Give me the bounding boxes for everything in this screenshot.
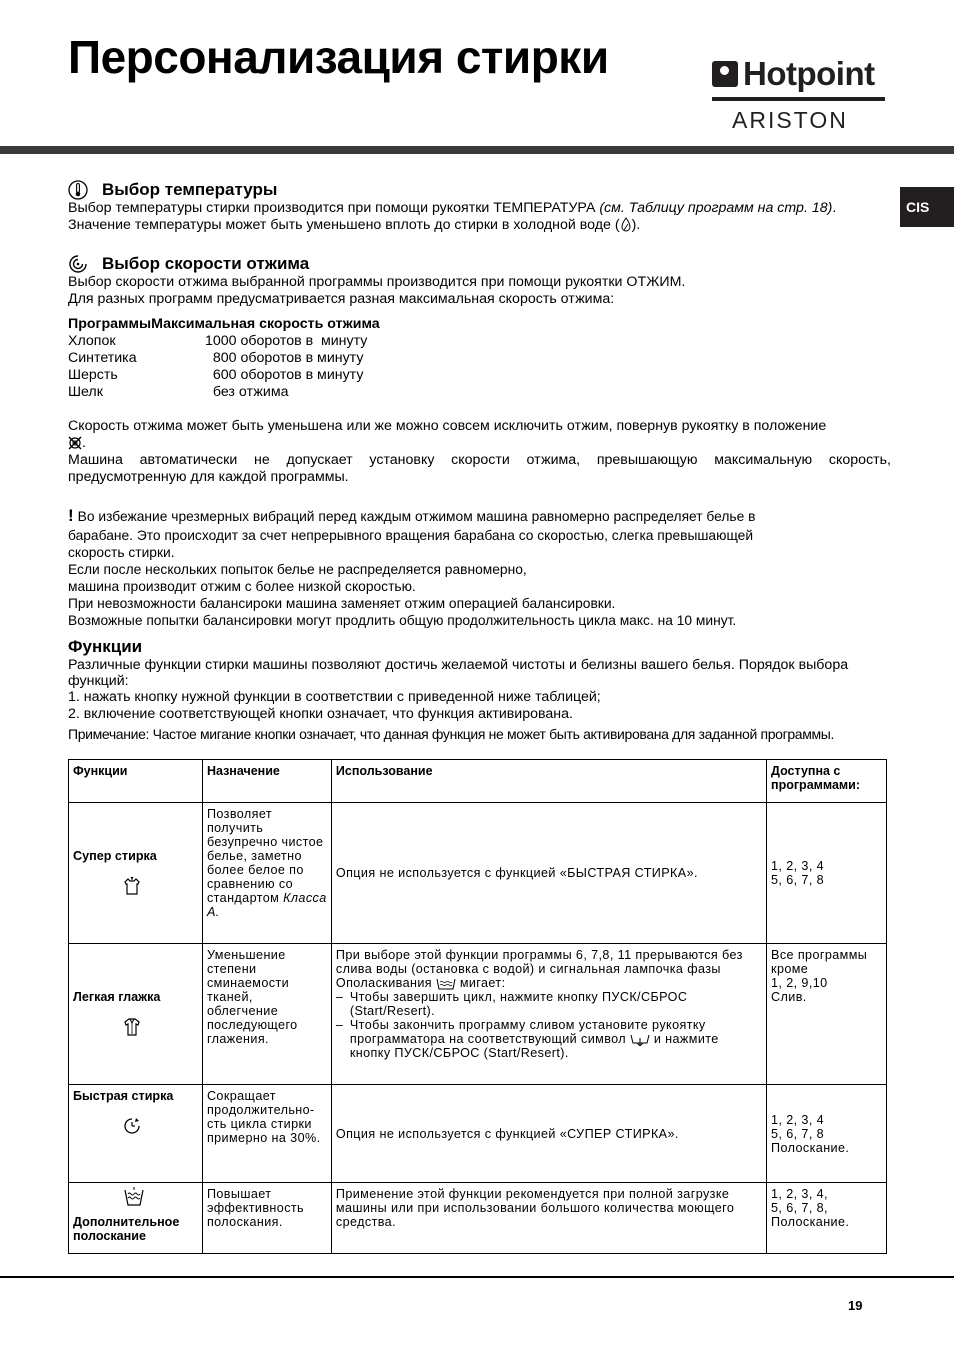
purpose-cell: Уменьшение степени сминаемости тканей, облегчение последующего глажения.: [202, 944, 331, 1085]
purpose-cell: Сокращает продолжительно-сть цикла стирки примерно на 30%.: [202, 1085, 331, 1183]
function-cell: Быстрая стирка: [69, 1085, 203, 1183]
table-row: [69, 944, 887, 1085]
spin-row: Хлопок 1000 оборотов в минуту: [68, 333, 368, 349]
functions-note: Примечание: Частое мигание кнопки означает, что данная функция не может быть активирована для заданной программы.: [68, 726, 835, 742]
logo-subbrand: ARISTON: [732, 107, 848, 133]
balancing-warning: ! Во избежание чрезмерных вибраций перед каждым отжимом машина равномерно распределяет белье в барабане. Это происходит за счет непрерывного вращения барабана со скоростью, слегка превышающей скорость стирки. Если после нескольких попыток белье не распределяется равномерно, машина производит отжим с более низкой скоростью. При невозможности балансироки машина заменяет отжим операцией балансировки. Возможные попытки балансировки могут продлить общую продолжительность цикла макс. на 10 минут.: [68, 506, 756, 628]
logo-divider: [712, 97, 885, 101]
spin-heading-text: Выбор скорости отжима: [102, 254, 310, 273]
table-row: [69, 1085, 887, 1183]
usage-cell: Применение этой функции рекомендуется при полной загрузке машины или при использовании большого количества моющего средства.: [331, 1183, 766, 1254]
main-content: [68, 180, 891, 743]
spin-row: Шерсть 600 оборотов в минуту: [68, 367, 364, 383]
page-number: 19: [848, 1298, 863, 1313]
extra-rinse-icon: [123, 1187, 145, 1207]
functions-intro: Различные функции стирки машины позволяют достичь желаемой чистоты и белизны вашего белья. Порядок выбора функций:: [68, 657, 849, 689]
functions-step1: 1. нажать кнопку нужной функции в соответствии с приведенной ниже таблицей;: [68, 689, 601, 705]
logo-brand: Hotpoint: [743, 55, 875, 92]
spin-row: Синтетика 800 оборотов в минуту: [68, 350, 364, 366]
easy-iron-icon: [121, 1016, 143, 1038]
spin-row: Шелк без отжима: [68, 384, 289, 400]
drain-icon: [630, 1034, 650, 1046]
table-row: [69, 1183, 887, 1254]
header-usage: Использование: [331, 760, 766, 803]
purpose-cell: Повышает эффективность полоскания.: [202, 1183, 331, 1254]
spin-note1: Скорость отжима может быть уменьшена или же можно совсем исключить отжим, повернув рукоятку в положение .: [68, 418, 827, 451]
cold-water-icon: [620, 217, 632, 233]
spin-heading: [68, 254, 891, 274]
available-cell: 1, 2, 3, 4 5, 6, 7, 8: [767, 803, 887, 944]
spin-speed-table: [68, 316, 891, 401]
header-divider: [0, 146, 954, 154]
available-cell: Все программы кроме 1, 2, 9,10 Слив.: [767, 944, 887, 1085]
usage-item: – Чтобы закончить программу сливом установите рукоятку программатора на соответствующий символ и нажмите кнопку ПУСК/СБРОС (Start/Resert).: [335, 1018, 719, 1060]
usage-cell: Опция не используется с функцией «СУПЕР СТИРКА».: [331, 1085, 766, 1183]
usage-cell: Опция не используется с функцией «БЫСТРАЯ СТИРКА».: [331, 803, 766, 944]
functions-table: [68, 759, 887, 1254]
table-row: [69, 803, 887, 944]
functions-step2: 2. включение соответствующей кнопки означает, что функция активирована.: [68, 706, 573, 722]
language-tab: CIS: [900, 187, 954, 227]
header-available: Доступна с программами:: [767, 760, 887, 803]
spin-table-header: ПрограммыМаксимальная скорость отжима: [68, 316, 380, 332]
usage-cell: При выборе этой функции программы 6, 7,8, 11 прерываются без слива воды (остановка с водой) и сигнальная лампочка фазы Ополаскивания мигает: – Чтобы завершить цикл, нажмите кнопку ПУСК/СБРОС (Start/Resert). – Чтобы закончить программу сливом установите рукоятку программатора на соответствующий символ и нажмите кнопку ПУСК/СБРОС (Start/Resert).: [331, 944, 766, 1085]
header-purpose: Назначение: [202, 760, 331, 803]
rinse-icon: [436, 978, 456, 990]
function-cell: Супер стирка: [69, 803, 203, 944]
warning-icon: !: [68, 506, 74, 525]
temperature-heading-text: Выбор температуры: [102, 180, 278, 199]
usage-item: – Чтобы завершить цикл, нажмите кнопку ПУСК/СБРОС (Start/Resert).: [335, 990, 688, 1018]
spin-icon: [68, 254, 88, 274]
footer-divider: [0, 1276, 954, 1278]
spin-line1: Выбор скорости отжима выбранной программы производится при помощи рукоятки ОТЖИМ.: [68, 274, 686, 290]
table-header-row: [69, 760, 887, 803]
super-wash-icon: [121, 875, 143, 897]
function-cell: Легкая глажка: [69, 944, 203, 1085]
logo-mark-icon: [712, 61, 738, 87]
thermometer-icon: [68, 180, 88, 200]
spin-note2: Машина автоматически не допускает установку скорости отжима, превышающую максимальную скорость, предусмотренную для каждой программы.: [68, 452, 891, 485]
available-cell: 1, 2, 3, 4 5, 6, 7, 8 Полоскание.: [767, 1085, 887, 1183]
page-title: Персонализация стирки: [68, 31, 609, 83]
temperature-text: Выбор температуры стирки производится при помощи рукоятки ТЕМПЕРАТУРА (см. Таблицу программ на стр. 18). Значение температуры может быть уменьшено вплоть до стирки в холодной воде ( ).: [68, 200, 837, 233]
header-function: Функции: [69, 760, 203, 803]
spin-line2: Для разных программ предусматривается разная максимальная скорость отжима:: [68, 291, 615, 307]
quick-wash-icon: [121, 1115, 143, 1137]
available-cell: 1, 2, 3, 4, 5, 6, 7, 8, Полоскание.: [767, 1183, 887, 1254]
function-cell: Дополнительное полоскание: [69, 1183, 203, 1254]
brand-logo: [712, 55, 887, 134]
functions-heading: Функции: [68, 637, 143, 656]
temperature-heading: [68, 180, 891, 200]
purpose-cell: Позволяет получить безупречно чистое белье, заметно более белое по сравнению со стандартом Класса А.: [202, 803, 331, 944]
no-spin-icon: [68, 436, 82, 450]
